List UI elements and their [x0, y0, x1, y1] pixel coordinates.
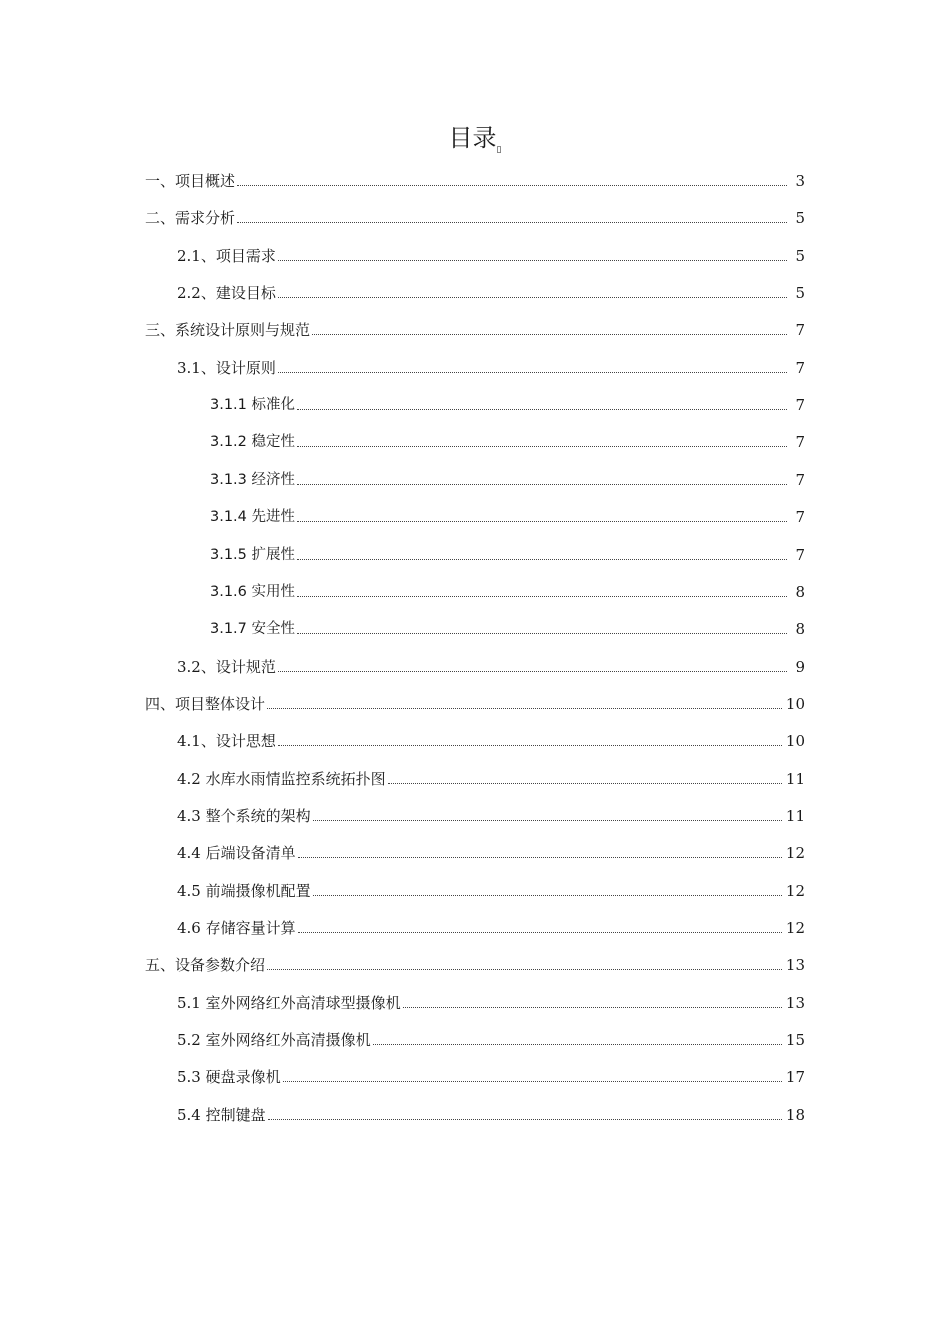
toc-entry-page-number: 10 [785, 694, 805, 713]
toc-entry-label: 4.6 存储容量计算 [177, 919, 296, 937]
toc-entry[interactable] [177, 917, 805, 939]
toc-entry-label: 2.2、建设目标 [177, 284, 276, 303]
toc-entry-label: 二、需求分析 [145, 209, 236, 228]
toc-entry-label: 3.1.5 扩展性 [210, 546, 296, 563]
toc-entry-label: 5.3 硬盘录像机 [177, 1068, 281, 1087]
toc-entry-page-number: 10 [785, 732, 805, 751]
toc-entry-label: 3.1.4 先进性 [210, 509, 296, 526]
toc-entry[interactable] [210, 544, 805, 566]
toc-title [0, 118, 950, 155]
toc-entry-label: 三、系统设计原则与规范 [145, 321, 311, 340]
toc-dot-leader [237, 222, 787, 223]
toc-dot-leader [297, 484, 787, 485]
toc-entry-page-number: 8 [795, 620, 805, 639]
toc-entry-page-number: 5 [795, 209, 805, 228]
toc-entry-page-number: 13 [785, 993, 805, 1012]
toc-entry-label: 4.2 水库水雨情监控系统拓扑图 [177, 769, 386, 788]
toc-entry-label: 5.2 室外网络红外高清摄像机 [177, 1031, 371, 1050]
toc-dot-leader [297, 521, 787, 522]
toc-entry-label: 4.5 前端摄像机配置 [177, 881, 311, 900]
toc-entry-page-number: 7 [795, 433, 805, 452]
toc-entry-page-number: 7 [795, 358, 805, 377]
toc-entry-page-number: 15 [785, 1031, 805, 1050]
toc-entry[interactable] [177, 357, 805, 379]
toc-entry-label: 3.2、设计规范 [177, 657, 276, 676]
toc-entry-page-number: 11 [785, 769, 805, 788]
toc-entry-label: 3.1.2 稳定性 [210, 434, 296, 451]
toc-dot-leader [388, 783, 782, 784]
toc-entry[interactable] [145, 319, 805, 341]
toc-dot-leader [278, 745, 782, 746]
toc-entry[interactable] [177, 245, 805, 267]
toc-entry[interactable] [177, 842, 805, 864]
toc-entry[interactable] [210, 581, 805, 603]
toc-entry-page-number: 9 [795, 657, 805, 676]
toc-entry[interactable] [210, 431, 805, 453]
toc-dot-leader [297, 633, 787, 634]
toc-dot-leader [237, 185, 787, 186]
toc-entry-page-number: 7 [795, 508, 805, 527]
toc-dot-leader [313, 820, 782, 821]
toc-entry[interactable] [145, 954, 805, 976]
toc-entry-page-number: 11 [785, 806, 805, 825]
toc-entry-label: 4.3 整个系统的架构 [177, 806, 311, 825]
toc-entry-label: 2.1、项目需求 [177, 246, 276, 265]
toc-entry-page-number: 12 [785, 919, 805, 937]
toc-entry-label: 3.1.3 经济性 [210, 471, 296, 488]
toc-entry[interactable] [177, 656, 805, 678]
toc-entry-label: 3.1.7 安全性 [210, 621, 296, 638]
toc-entry[interactable] [177, 768, 805, 790]
toc-entry[interactable] [210, 469, 805, 491]
toc-entry-page-number: 7 [795, 396, 805, 415]
toc-entry[interactable] [210, 618, 805, 640]
toc-entry-page-number: 3 [795, 172, 805, 190]
toc-entry-label: 5.4 控制键盘 [177, 1105, 266, 1124]
toc-entry-label: 3.1、设计原则 [177, 358, 276, 377]
toc-dot-leader [298, 932, 782, 933]
toc-entry-page-number: 7 [795, 321, 805, 340]
toc-entry[interactable] [177, 282, 805, 304]
toc-dot-leader [297, 559, 787, 560]
toc-entry-label: 五、设备参数介绍 [145, 956, 266, 975]
toc-entry-page-number: 7 [795, 545, 805, 564]
toc-entry-page-number: 17 [785, 1068, 805, 1087]
toc-entry[interactable] [177, 1066, 805, 1088]
toc-entry[interactable] [177, 1104, 805, 1126]
toc-dot-leader [268, 1119, 782, 1120]
toc-entry-label: 5.1 室外网络红外高清球型摄像机 [177, 993, 401, 1012]
toc-entry-label: 3.1.6 实用性 [210, 583, 296, 600]
toc-entry-label: 4.4 后端设备清单 [177, 844, 296, 863]
toc-entry-label: 一、项目概述 [145, 172, 236, 190]
toc-dot-leader [373, 1044, 782, 1045]
toc-dot-leader [278, 297, 787, 298]
toc-entry[interactable] [177, 992, 805, 1014]
toc-entry-page-number: 7 [795, 470, 805, 489]
toc-dot-leader [313, 895, 782, 896]
toc-dot-leader [312, 334, 787, 335]
toc-entry-page-number: 5 [795, 284, 805, 303]
toc-entry-page-number: 13 [785, 956, 805, 975]
toc-dot-leader [297, 596, 787, 597]
toc-entry[interactable] [177, 805, 805, 827]
toc-dot-leader [297, 409, 787, 410]
toc-dot-leader [403, 1007, 782, 1008]
toc-entry[interactable] [210, 506, 805, 528]
toc-dot-leader [267, 969, 782, 970]
toc-entry[interactable] [145, 207, 805, 229]
toc-entry[interactable] [210, 394, 805, 416]
toc-entry-page-number: 12 [785, 844, 805, 863]
toc-entry[interactable] [145, 693, 805, 715]
toc-entry[interactable] [177, 880, 805, 902]
toc-entry-page-number: 12 [785, 881, 805, 900]
toc-dot-leader [298, 857, 782, 858]
toc-entry-label: 4.1、设计思想 [177, 732, 276, 751]
toc-title-text: 目录 [448, 124, 497, 152]
toc-entry-label: 四、项目整体设计 [145, 694, 266, 713]
toc-dot-leader [297, 446, 787, 447]
toc-dot-leader [278, 372, 787, 373]
toc-title-mark: ▯ [496, 145, 502, 155]
toc-dot-leader [278, 671, 787, 672]
toc-entry[interactable] [145, 170, 805, 192]
toc-entry-page-number: 8 [795, 582, 805, 601]
toc-dot-leader [283, 1081, 782, 1082]
toc-dot-leader [267, 708, 782, 709]
toc-entry-page-number: 18 [785, 1105, 805, 1124]
toc-entry[interactable] [177, 730, 805, 752]
toc-entry[interactable] [177, 1029, 805, 1051]
toc-entry-page-number: 5 [795, 246, 805, 265]
toc-entry-label: 3.1.1 标准化 [210, 397, 296, 414]
toc-dot-leader [278, 260, 787, 261]
